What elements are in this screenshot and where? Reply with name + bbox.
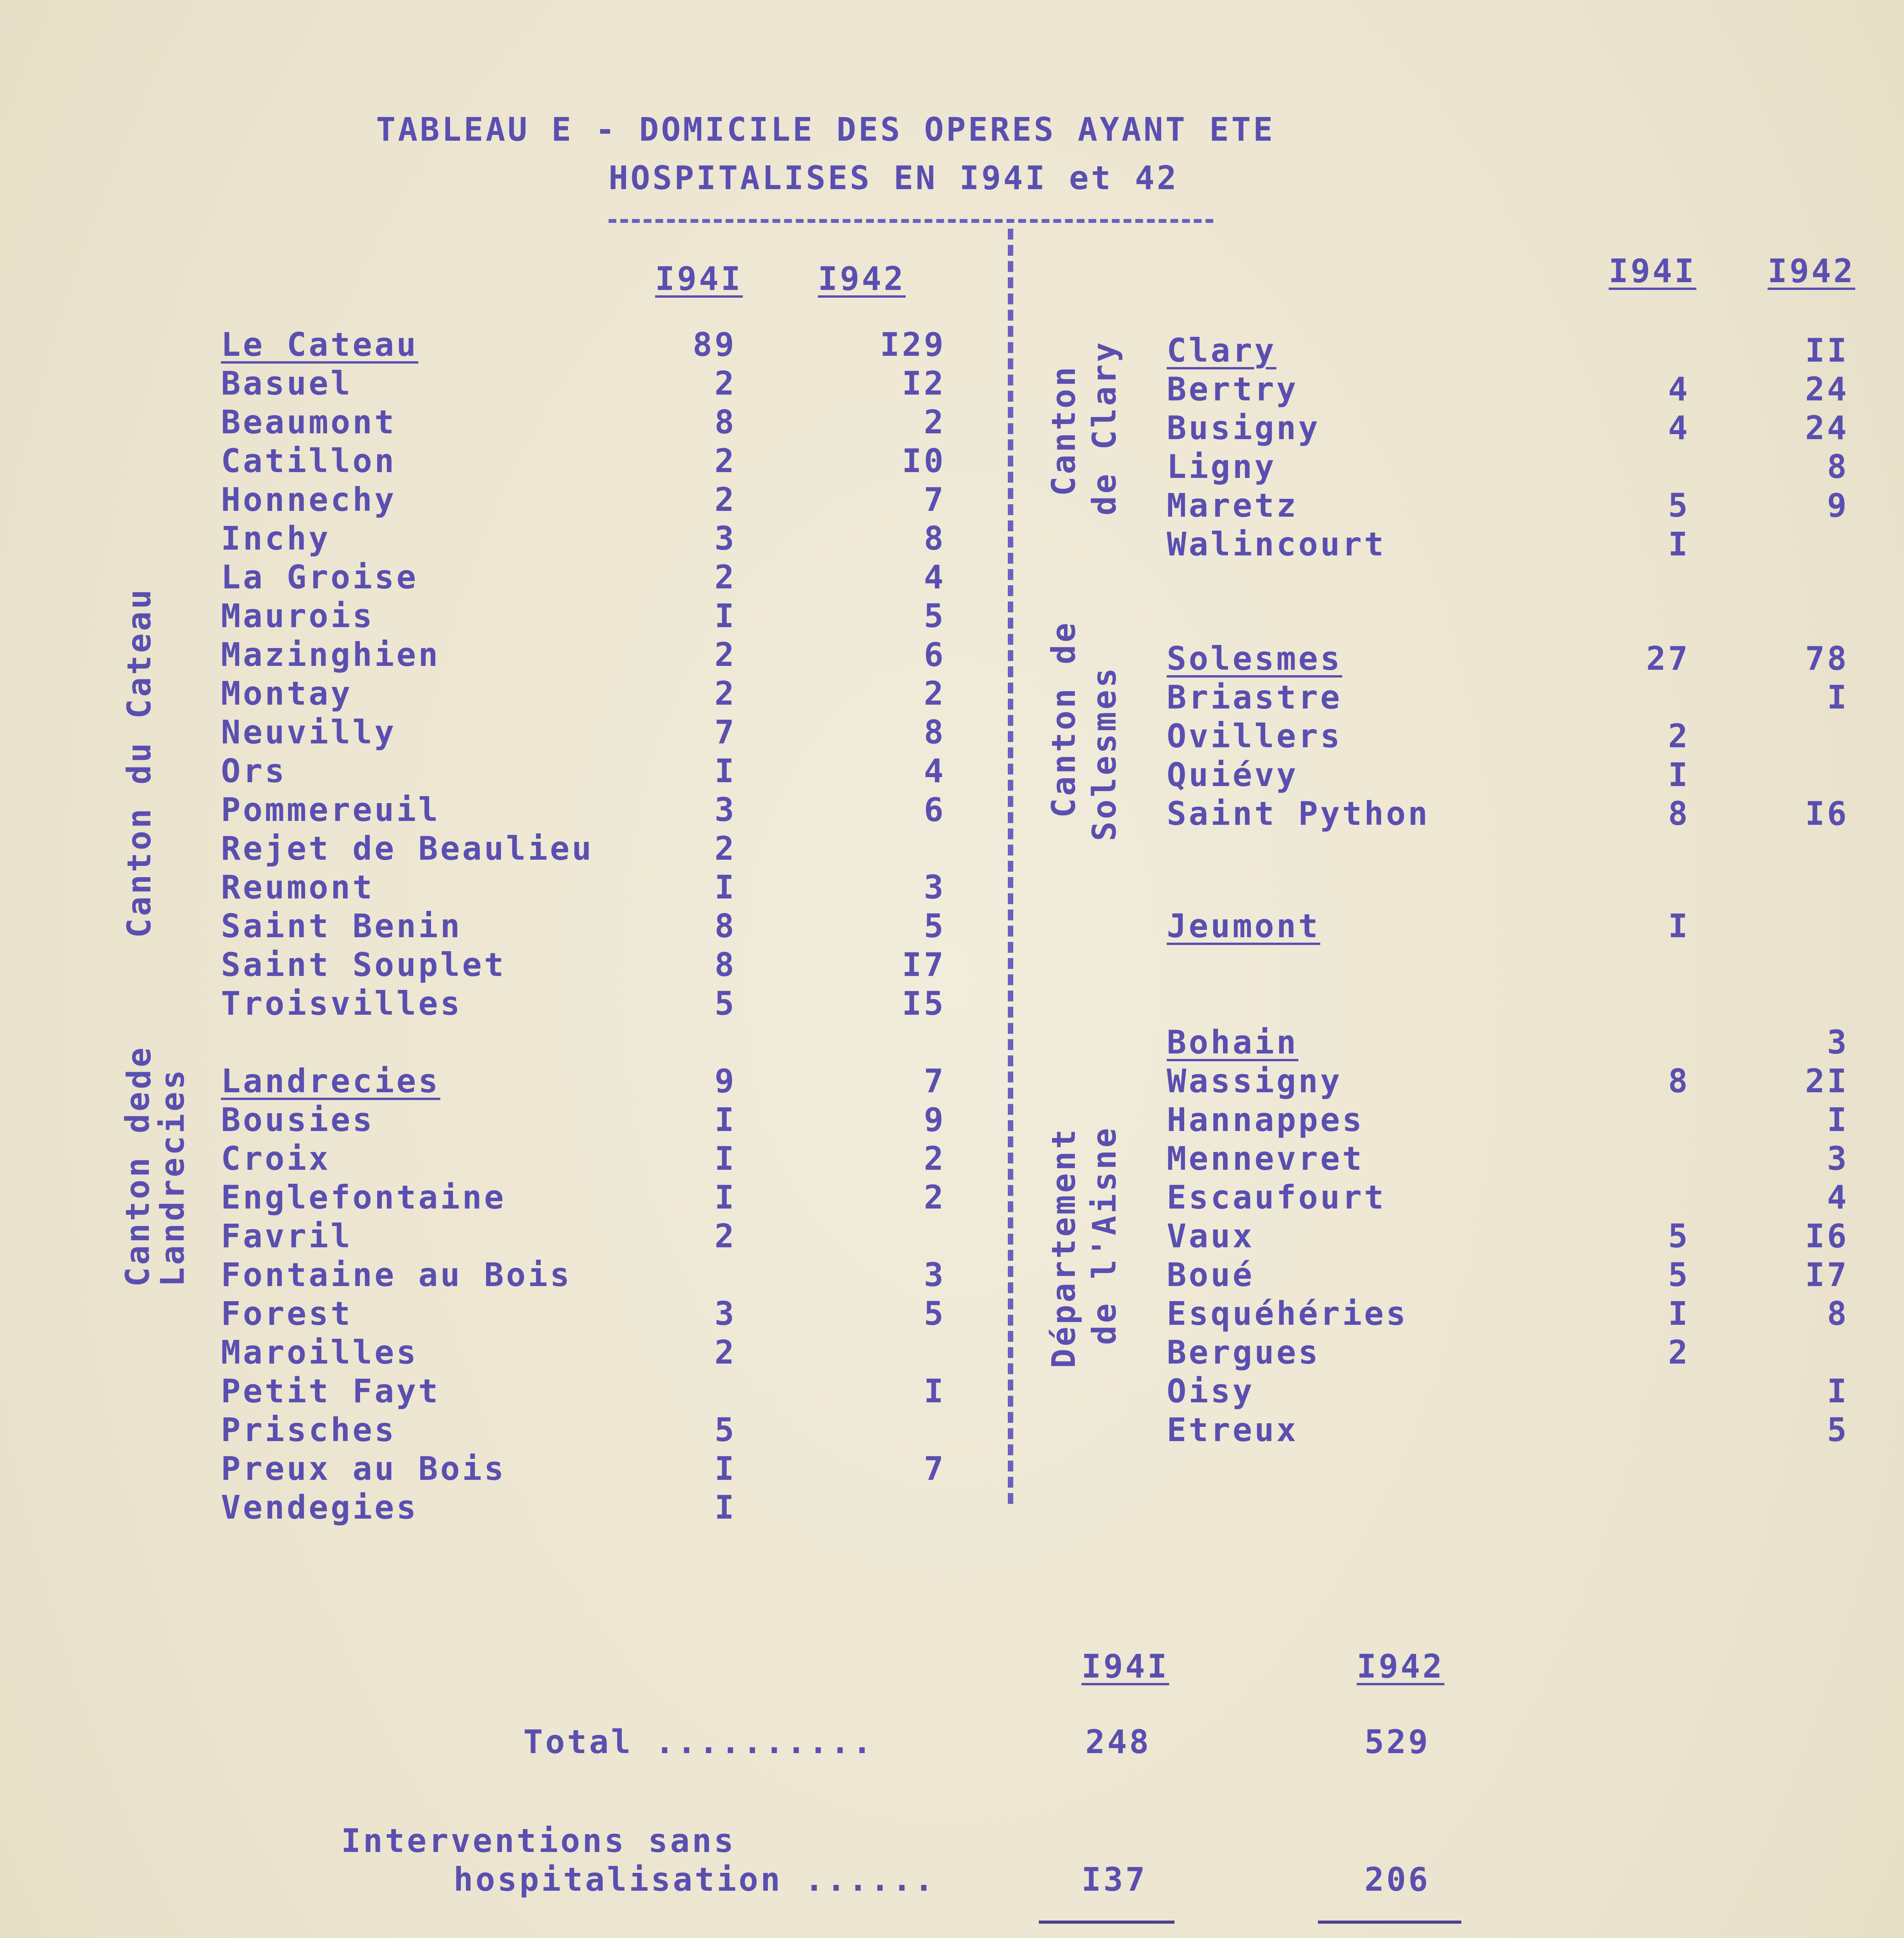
value-1942: 4 xyxy=(1827,1178,1849,1216)
value-1942: 8 xyxy=(1827,448,1849,486)
value-1942: II xyxy=(1805,331,1849,369)
value-1942: 8 xyxy=(924,519,946,557)
place-name: Bousies xyxy=(221,1101,375,1139)
place-name: Preux au Bois xyxy=(221,1450,506,1488)
value-1941: 2 xyxy=(714,1333,736,1371)
value-1942: 24 xyxy=(1805,409,1849,447)
value-1942: 2 xyxy=(924,674,946,712)
place-name: Saint Python xyxy=(1167,795,1430,833)
place-name: Inchy xyxy=(221,519,331,557)
value-1942: 3 xyxy=(924,1256,946,1294)
value-1942: I2 xyxy=(902,364,946,402)
canton-landrecies-label: Canton de Landrecies xyxy=(119,1067,191,1287)
value-1942: I xyxy=(1827,678,1849,716)
place-name: Busigny xyxy=(1167,409,1321,447)
value-1942: 78 xyxy=(1805,640,1849,678)
place-name: Mennevret xyxy=(1167,1140,1364,1178)
place-name: Briastre xyxy=(1167,678,1342,716)
value-1942: 24 xyxy=(1805,370,1849,408)
right-header-1941: I94I xyxy=(1609,252,1697,290)
value-1942: 5 xyxy=(924,1295,946,1333)
canton-clary-label-1: Canton xyxy=(1045,364,1083,496)
canton-clary-label-2: de Clary xyxy=(1085,340,1123,516)
value-1942: I6 xyxy=(1805,795,1849,833)
value-1941: 5 xyxy=(714,1411,736,1449)
place-name: Quiévy xyxy=(1167,756,1299,794)
place-name: Fontaine au Bois xyxy=(221,1256,572,1294)
place-name: Etreux xyxy=(1167,1411,1299,1449)
place-name: Honnechy xyxy=(221,481,397,519)
place-name: Englefontaine xyxy=(221,1178,506,1216)
value-1942: 7 xyxy=(924,1062,946,1100)
total-label: Total .......... xyxy=(523,1723,874,1761)
place-name: Maurois xyxy=(221,597,375,635)
value-1941: I xyxy=(1668,525,1690,563)
left-header-1942: I942 xyxy=(818,260,906,298)
value-1941: 2 xyxy=(714,481,736,519)
value-1942: I xyxy=(924,1372,946,1410)
canton-solesmes-label-2: Solesmes xyxy=(1085,666,1123,841)
value-1941: 2 xyxy=(714,442,736,480)
place-name: Neuvilly xyxy=(221,713,397,751)
place-name: Forest xyxy=(221,1295,353,1333)
place-name: Rejet de Beaulieu xyxy=(221,829,594,867)
title-line-1: TABLEAU E - DOMICILE DES OPERES AYANT ETE xyxy=(376,110,1275,148)
value-1941: I xyxy=(714,597,736,635)
value-1941: I xyxy=(714,1178,736,1216)
place-name: Maroilles xyxy=(221,1333,419,1371)
place-name: Petit Fayt xyxy=(221,1372,440,1410)
value-1942: 5 xyxy=(924,907,946,945)
value-1942: I xyxy=(1827,1372,1849,1410)
place-name: Prisches xyxy=(221,1411,397,1449)
value-1941: I xyxy=(1668,907,1690,945)
value-1942: 4 xyxy=(924,558,946,596)
place-name: Vendegies xyxy=(221,1488,419,1526)
sum-rule-1941 xyxy=(1039,1921,1174,1924)
value-1941: 89 xyxy=(692,326,736,364)
place-name: Ovillers xyxy=(1167,717,1342,755)
value-1942: I7 xyxy=(1805,1256,1849,1294)
place-name: Saint Souplet xyxy=(221,946,506,984)
value-1941: 5 xyxy=(714,985,736,1022)
place-name: Bohain xyxy=(1167,1023,1299,1061)
place-name: La Groise xyxy=(221,558,419,596)
place-name: Maretz xyxy=(1167,486,1299,524)
place-name: Le Cateau xyxy=(221,326,419,364)
value-1941: 2 xyxy=(1668,1333,1690,1371)
value-1941: 4 xyxy=(1668,409,1690,447)
total-1941: 248 xyxy=(1085,1723,1151,1761)
place-name: Esquéhéries xyxy=(1167,1295,1408,1333)
place-name: Clary xyxy=(1167,331,1276,369)
value-1941: 8 xyxy=(714,907,736,945)
title-line-2: HOSPITALISES EN I94I et 42 xyxy=(609,159,1179,197)
place-name: Wassigny xyxy=(1167,1062,1342,1100)
value-1942: 7 xyxy=(924,1450,946,1488)
place-name: Hannappes xyxy=(1167,1101,1364,1139)
right-header-1942: I942 xyxy=(1768,252,1856,290)
value-1942: I xyxy=(1827,1101,1849,1139)
value-1941: 2 xyxy=(714,558,736,596)
value-1941: 27 xyxy=(1646,640,1690,678)
place-name: Solesmes xyxy=(1167,640,1342,678)
value-1941: 2 xyxy=(714,636,736,674)
value-1942: 8 xyxy=(1827,1295,1849,1333)
place-name: Troisvilles xyxy=(221,985,462,1022)
value-1941: 3 xyxy=(714,791,736,829)
place-name: Landrecies xyxy=(221,1062,440,1100)
summary-header-1942: I942 xyxy=(1357,1647,1445,1685)
value-1942: 9 xyxy=(924,1101,946,1139)
value-1941: 5 xyxy=(1668,1256,1690,1294)
place-name: Reumont xyxy=(221,868,375,906)
value-1941: I xyxy=(714,1488,736,1526)
value-1941: 8 xyxy=(1668,1062,1690,1100)
interventions-label-1: Interventions sans xyxy=(341,1822,736,1860)
interventions-label-2: hospitalisation ...... xyxy=(454,1860,936,1898)
value-1942: 5 xyxy=(1827,1411,1849,1449)
place-name: Boué xyxy=(1167,1256,1255,1294)
place-name: Vaux xyxy=(1167,1217,1255,1255)
interventions-1941: I37 xyxy=(1081,1860,1147,1898)
value-1941: 7 xyxy=(714,713,736,751)
place-name: Catillon xyxy=(221,442,397,480)
aisne-label-2: de l'Aisne xyxy=(1085,1126,1123,1345)
total-1942: 529 xyxy=(1364,1723,1430,1761)
value-1942: I7 xyxy=(902,946,946,984)
value-1941: I xyxy=(1668,1295,1690,1333)
value-1942: 8 xyxy=(924,713,946,751)
place-name: Bertry xyxy=(1167,370,1299,408)
value-1942: 2 xyxy=(924,403,946,441)
value-1942: 5 xyxy=(924,597,946,635)
value-1941: 8 xyxy=(1668,795,1690,833)
value-1941: I xyxy=(714,1101,736,1139)
place-name: Croix xyxy=(221,1140,331,1178)
place-name: Bergues xyxy=(1167,1333,1321,1371)
value-1941: 8 xyxy=(714,946,736,984)
title-underline xyxy=(609,219,1213,223)
value-1941: 2 xyxy=(714,364,736,402)
value-1942: I6 xyxy=(1805,1217,1849,1255)
value-1942: 2 xyxy=(924,1178,946,1216)
canton-solesmes-label-1: Canton de xyxy=(1045,620,1083,818)
aisne-label-1: Département xyxy=(1045,1127,1083,1368)
canton-de-label: de xyxy=(120,1045,158,1089)
value-1941: 2 xyxy=(714,1217,736,1255)
value-1941: 2 xyxy=(714,674,736,712)
value-1941: 5 xyxy=(1668,1217,1690,1255)
place-name: Basuel xyxy=(221,364,353,402)
place-name: Ors xyxy=(221,752,287,790)
value-1941: I xyxy=(1668,756,1690,794)
value-1941: 3 xyxy=(714,519,736,557)
value-1942: 6 xyxy=(924,636,946,674)
value-1941: 2 xyxy=(1668,717,1690,755)
canton-du-cateau-label: Canton du Cateau xyxy=(120,587,158,938)
value-1942: I29 xyxy=(880,326,946,364)
column-separator xyxy=(1008,229,1013,1504)
summary-header-1941: I94I xyxy=(1081,1647,1169,1685)
interventions-1942: 206 xyxy=(1364,1860,1430,1898)
sum-rule-1942 xyxy=(1318,1921,1461,1924)
place-name: Montay xyxy=(221,674,353,712)
value-1941: I xyxy=(714,1140,736,1178)
value-1942: 3 xyxy=(1827,1023,1849,1061)
value-1942: 7 xyxy=(924,481,946,519)
value-1942: I0 xyxy=(902,442,946,480)
place-name: Mazinghien xyxy=(221,636,440,674)
place-name: Jeumont xyxy=(1167,907,1321,945)
place-name: Pommereuil xyxy=(221,791,440,829)
value-1941: I xyxy=(714,752,736,790)
value-1941: I xyxy=(714,1450,736,1488)
value-1942: 3 xyxy=(1827,1140,1849,1178)
place-name: Favril xyxy=(221,1217,353,1255)
value-1941: 5 xyxy=(1668,486,1690,524)
place-name: Walincourt xyxy=(1167,525,1386,563)
value-1941: 9 xyxy=(714,1062,736,1100)
value-1941: I xyxy=(714,868,736,906)
value-1942: 2I xyxy=(1805,1062,1849,1100)
place-name: Beaumont xyxy=(221,403,397,441)
place-name: Ligny xyxy=(1167,448,1276,486)
value-1942: 2 xyxy=(924,1140,946,1178)
place-name: Saint Benin xyxy=(221,907,462,945)
value-1942: 3 xyxy=(924,868,946,906)
value-1942: 6 xyxy=(924,791,946,829)
value-1941: 2 xyxy=(714,829,736,867)
place-name: Escaufourt xyxy=(1167,1178,1386,1216)
value-1942: 4 xyxy=(924,752,946,790)
value-1941: 3 xyxy=(714,1295,736,1333)
place-name: Oisy xyxy=(1167,1372,1255,1410)
value-1941: 4 xyxy=(1668,370,1690,408)
value-1942: I5 xyxy=(902,985,946,1022)
value-1942: 9 xyxy=(1827,486,1849,524)
value-1941: 8 xyxy=(714,403,736,441)
left-header-1941: I94I xyxy=(655,260,743,298)
